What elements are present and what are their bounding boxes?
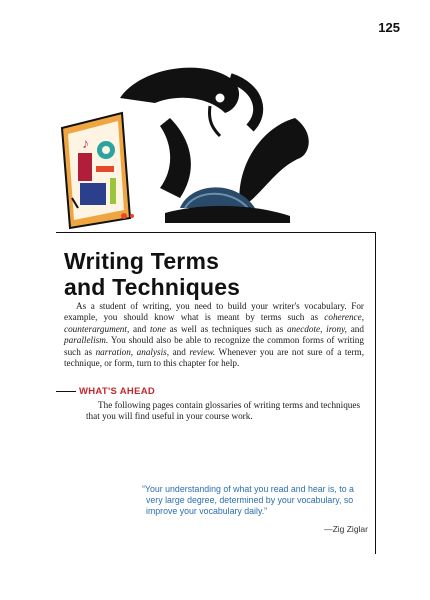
chapter-title-line1: Writing Terms bbox=[64, 248, 220, 274]
chapter-title bbox=[64, 248, 314, 300]
quote-line: improve your vocabulary daily.” bbox=[146, 506, 268, 516]
whats-ahead-heading: WHAT'S AHEAD bbox=[79, 386, 156, 397]
quote-line: very large degree, determined by your vocabulary, so bbox=[146, 495, 354, 505]
quote-attribution: —Zig Ziglar bbox=[324, 524, 368, 534]
intro-text: As a student of writing, you need to build your writer's vocabulary. For example, you should know what is meant by terms such as bbox=[64, 301, 364, 323]
quote bbox=[142, 484, 368, 517]
chapter-title-line2: and Techniques bbox=[64, 274, 241, 300]
intro-term: anecdote, irony, bbox=[286, 323, 347, 334]
whats-ahead-body: The following pages contain glossaries of writing terms and techniques that you will find useful in your course work. bbox=[86, 400, 361, 422]
intro-term: tone bbox=[150, 323, 166, 334]
intro-term: coherence, counterargument, bbox=[64, 312, 364, 334]
intro-term: narration, analysis, bbox=[95, 346, 170, 357]
intro-text: and bbox=[169, 346, 190, 357]
section-rule bbox=[56, 391, 76, 393]
intro-text: You should also be able to recognize the common forms of writing such as bbox=[64, 335, 364, 357]
page-number: 125 bbox=[378, 20, 400, 35]
svg-text:♪: ♪ bbox=[82, 137, 89, 152]
whats-ahead-section bbox=[56, 386, 372, 423]
writer-at-desk-illustration bbox=[60, 58, 350, 238]
intro-term: review. bbox=[189, 346, 216, 357]
intro-text: and bbox=[129, 323, 150, 334]
quote-line: “Your understanding of what you read and hear is, to a bbox=[142, 484, 354, 494]
intro-text: as well as techniques such as bbox=[165, 323, 287, 334]
chapter-intro bbox=[64, 301, 364, 369]
intro-text: and bbox=[346, 323, 364, 334]
intro-term: parallelism. bbox=[64, 335, 109, 346]
intro-text: Whenever you are not sure of a term, technique, or form, turn to this chapter for help. bbox=[64, 346, 365, 369]
